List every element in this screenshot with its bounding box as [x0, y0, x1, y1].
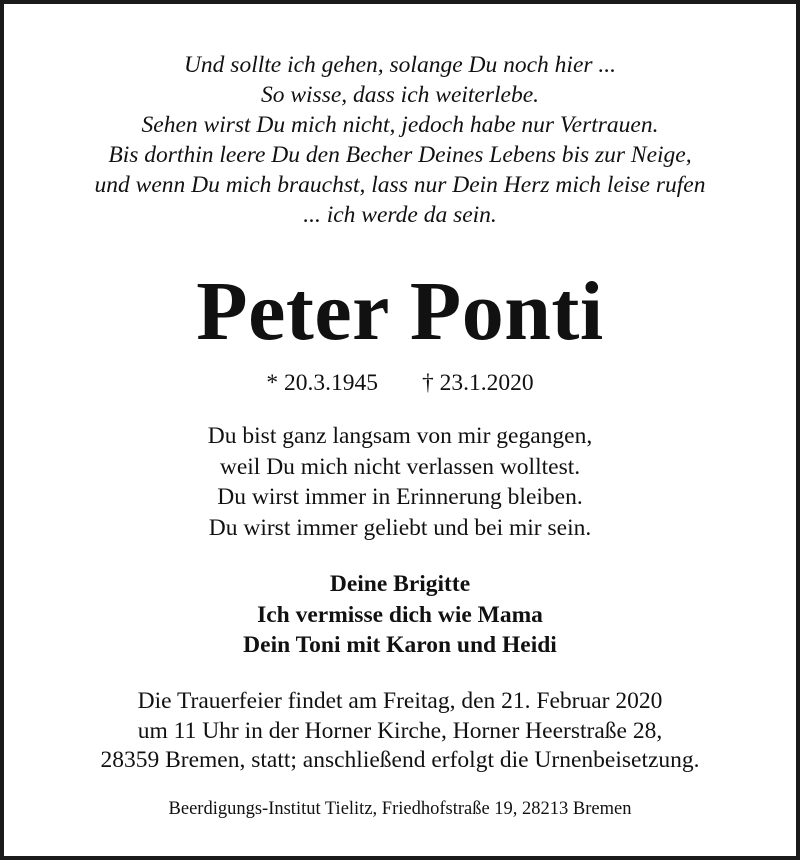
funeral-line: 28359 Bremen, statt; anschließend erfolgt die Urnenbeisetzung.: [100, 747, 700, 773]
mourner-line: Dein Toni mit Karon und Heidi: [243, 632, 557, 658]
poem-line: So wisse, dass ich weiterlebe.: [260, 82, 540, 108]
verse-line: Du wirst immer geliebt und bei mir sein.: [208, 514, 592, 541]
verse-line: weil Du mich nicht verlassen wolltest.: [219, 453, 581, 480]
mourners: [8, 569, 792, 661]
poem-line: und wenn Du mich brauchst, lass nur Dein Herz mich leise rufen: [94, 172, 706, 198]
farewell-verse: [8, 421, 792, 543]
birth-date: * 20.3.1945: [266, 370, 378, 396]
funeral-line: Die Trauerfeier findet am Freitag, den 21. Februar 2020: [137, 688, 663, 714]
poem-line: Bis dorthin leere Du den Becher Deines Lebens bis zur Neige,: [108, 142, 692, 168]
poem-line: Und sollte ich gehen, solange Du noch hier ...: [183, 52, 617, 78]
poem-line: Sehen wirst Du mich nicht, jedoch habe nur Vertrauen.: [141, 112, 659, 138]
verse-line: Du bist ganz langsam von mir gegangen,: [207, 423, 593, 449]
mourner-line: Ich vermisse dich wie Mama: [257, 601, 543, 628]
mourner-line: Deine Brigitte: [329, 571, 471, 597]
verse-line: Du wirst immer in Erinnerung bleiben.: [217, 484, 583, 510]
funeral-line: um 11 Uhr in der Horner Kirche, Horner Heerstraße 28,: [137, 717, 663, 744]
funeral-notice: [8, 687, 792, 776]
deceased-name: Peter Ponti: [196, 265, 604, 358]
life-dates: [8, 368, 792, 398]
death-date: † 23.1.2020: [422, 370, 534, 396]
poem-line: ... ich werde da sein.: [303, 202, 497, 228]
undertaker-info: Beerdigungs-Institut Tielitz, Friedhofstraße 19, 28213 Bremen: [168, 799, 632, 819]
poem: [8, 50, 792, 230]
